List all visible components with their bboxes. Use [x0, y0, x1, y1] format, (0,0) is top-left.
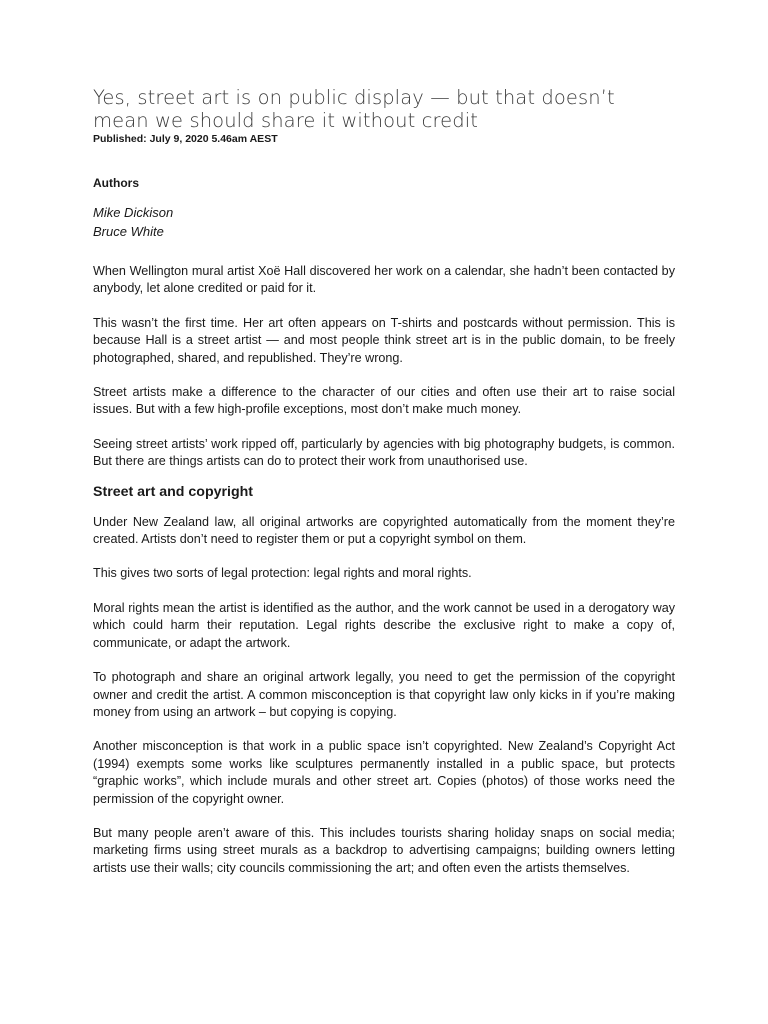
authors-list — [93, 203, 675, 241]
article-title: Yes, street art is on public display — but that doesn’t mean we should share it without credit — [93, 86, 615, 132]
paragraph: To photograph and share an original artwork legally, you need to get the permission of the copyright owner and credit the artist. A common misconception is that copyright law only kicks in if you’re making money from using an artwork – but copying is copying. — [93, 670, 675, 719]
authors-label: Authors — [93, 176, 139, 190]
paragraph: Another misconception is that work in a public space isn’t copyrighted. New Zealand’s Copyright Act (1994) exempts some works like sculptures permanently installed in a public space, but protects “graphic works”, which include murals and other street art. Copies (photos) of those works need the permission of the copyright owner. — [93, 739, 675, 806]
paragraph: Under New Zealand law, all original artworks are copyrighted automatically from the moment they’re created. Artists don’t need to register them or put a copyright symbol on them. — [93, 514, 675, 547]
paragraph: Street artists make a difference to the character of our cities and often use their art to raise social issues. But with a few high-profile exceptions, most don’t make much money. — [93, 385, 675, 417]
paragraph: Seeing street artists’ work ripped off, particularly by agencies with big photography budgets, is common. But there are things artists can do to protect their work from unauthorised use. — [93, 436, 675, 469]
paragraph: When Wellington mural artist Xoë Hall discovered her work on a calendar, she hadn’t been contacted by anybody, let alone credited or paid for it. — [93, 264, 675, 296]
document-page — [93, 86, 675, 877]
paragraph: Moral rights mean the artist is identified as the author, and the work cannot be used in a derogatory way which could harm their reputation. Legal rights describe the exclusive right to make a copy of, communicate, or adapt the artwork. — [93, 600, 675, 650]
author-name: Mike Dickison — [93, 205, 174, 220]
paragraph: This wasn’t the first time. Her art often appears on T-shirts and postcards without permission. This is because Hall is a street artist — and most people think street art is in the public domain, to be freely photographed, shared, and republished. They’re wrong. — [93, 315, 675, 365]
author-name: Bruce White — [93, 224, 164, 239]
paragraph: This gives two sorts of legal protection: legal rights and moral rights. — [93, 566, 472, 581]
paragraph: But many people aren’t aware of this. This includes tourists sharing holiday snaps on social media; marketing firms using street murals as a backdrop to advertising campaigns; building owners letting artists use their walls; city councils commissioning the art; and often even the artists themselves. — [93, 825, 675, 875]
published-date: Published: July 9, 2020 5.46am AEST — [93, 133, 278, 145]
section-heading: Street art and copyright — [93, 483, 254, 500]
